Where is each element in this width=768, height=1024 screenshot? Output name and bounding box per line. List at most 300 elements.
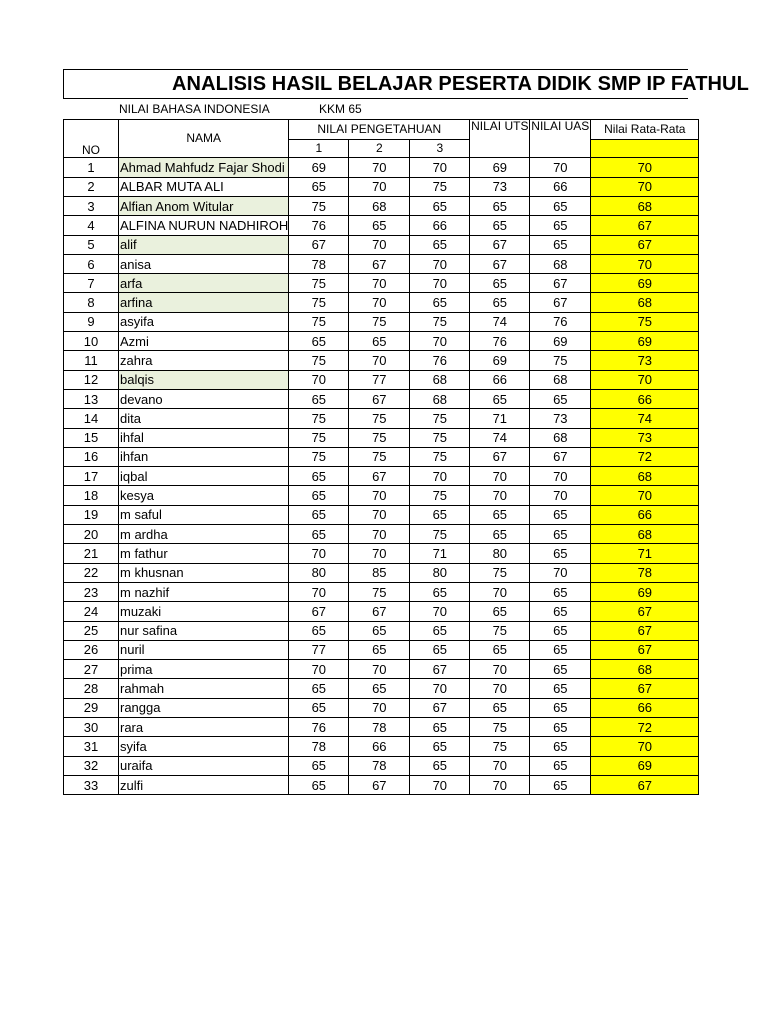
cell-p3[interactable]: 75 (410, 312, 470, 331)
cell-p2[interactable]: 67 (349, 467, 410, 486)
cell-p2[interactable]: 70 (349, 293, 410, 312)
cell-p1[interactable]: 65 (289, 486, 349, 505)
cell-no[interactable]: 20 (64, 525, 119, 544)
cell-nama[interactable]: ihfal (119, 428, 289, 447)
cell-p1[interactable]: 78 (289, 737, 349, 756)
cell-nama[interactable]: alif (119, 235, 289, 254)
cell-p1[interactable]: 75 (289, 428, 349, 447)
cell-no[interactable]: 18 (64, 486, 119, 505)
cell-avg[interactable]: 72 (591, 718, 699, 737)
cell-p3[interactable]: 70 (410, 254, 470, 273)
cell-no[interactable]: 23 (64, 582, 119, 601)
cell-nama[interactable]: dita (119, 409, 289, 428)
cell-p2[interactable]: 70 (349, 235, 410, 254)
cell-avg[interactable]: 66 (591, 505, 699, 524)
cell-uas[interactable]: 65 (530, 525, 591, 544)
cell-p2[interactable]: 67 (349, 775, 410, 794)
cell-no[interactable]: 29 (64, 698, 119, 717)
cell-p1[interactable]: 65 (289, 332, 349, 351)
cell-avg[interactable]: 78 (591, 563, 699, 582)
cell-no[interactable]: 2 (64, 177, 119, 196)
cell-p2[interactable]: 70 (349, 525, 410, 544)
table-row (64, 737, 699, 756)
cell-uas[interactable]: 76 (530, 312, 591, 331)
cell-no[interactable]: 6 (64, 254, 119, 273)
table-row (64, 679, 699, 698)
cell-p2[interactable]: 68 (349, 196, 410, 215)
cell-p3[interactable]: 75 (410, 447, 470, 466)
table-row (64, 293, 699, 312)
cell-no[interactable]: 22 (64, 563, 119, 582)
cell-p3[interactable]: 68 (410, 389, 470, 408)
cell-p2[interactable]: 78 (349, 756, 410, 775)
cell-avg[interactable]: 67 (591, 602, 699, 621)
cell-p1[interactable]: 75 (289, 293, 349, 312)
cell-avg[interactable]: 67 (591, 235, 699, 254)
cell-p1[interactable]: 75 (289, 274, 349, 293)
cell-uts[interactable]: 80 (470, 544, 530, 563)
cell-uas[interactable]: 67 (530, 293, 591, 312)
cell-nama[interactable]: rara (119, 718, 289, 737)
cell-p3[interactable]: 65 (410, 196, 470, 215)
table-row (64, 351, 699, 370)
cell-uts[interactable]: 70 (470, 679, 530, 698)
cell-p2[interactable]: 75 (349, 409, 410, 428)
cell-nama[interactable]: arfa (119, 274, 289, 293)
cell-no[interactable]: 30 (64, 718, 119, 737)
cell-uas[interactable]: 65 (530, 235, 591, 254)
grades-table-body (64, 120, 699, 795)
cell-uts[interactable]: 75 (470, 621, 530, 640)
cell-nama[interactable]: m ardha (119, 525, 289, 544)
cell-no[interactable]: 32 (64, 756, 119, 775)
cell-p2[interactable]: 75 (349, 428, 410, 447)
cell-no[interactable]: 11 (64, 351, 119, 370)
cell-p2[interactable]: 70 (349, 351, 410, 370)
cell-avg[interactable]: 67 (591, 775, 699, 794)
cell-avg[interactable]: 73 (591, 428, 699, 447)
cell-no[interactable]: 1 (64, 158, 119, 177)
cell-p3[interactable]: 65 (410, 235, 470, 254)
cell-avg[interactable]: 67 (591, 640, 699, 659)
cell-p1[interactable]: 65 (289, 389, 349, 408)
cell-no[interactable]: 19 (64, 505, 119, 524)
cell-p2[interactable]: 65 (349, 332, 410, 351)
cell-no[interactable]: 28 (64, 679, 119, 698)
cell-avg[interactable]: 70 (591, 254, 699, 273)
cell-nama[interactable]: ALBAR MUTA ALI (119, 177, 289, 196)
cell-nama[interactable]: iqbal (119, 467, 289, 486)
cell-uas[interactable]: 65 (530, 216, 591, 235)
cell-p3[interactable]: 65 (410, 640, 470, 659)
cell-p2[interactable]: 70 (349, 698, 410, 717)
cell-no[interactable]: 3 (64, 196, 119, 215)
cell-p3[interactable]: 67 (410, 698, 470, 717)
cell-p2[interactable]: 75 (349, 447, 410, 466)
cell-p1[interactable]: 65 (289, 525, 349, 544)
cell-no[interactable]: 5 (64, 235, 119, 254)
cell-p1[interactable]: 65 (289, 621, 349, 640)
subject-label: NILAI BAHASA INDONESIA (119, 102, 270, 116)
cell-nama[interactable]: devano (119, 389, 289, 408)
cell-avg[interactable]: 72 (591, 447, 699, 466)
cell-nama[interactable]: rahmah (119, 679, 289, 698)
cell-p3[interactable]: 71 (410, 544, 470, 563)
cell-p3[interactable]: 80 (410, 563, 470, 582)
cell-p3[interactable]: 76 (410, 351, 470, 370)
cell-p1[interactable]: 69 (289, 158, 349, 177)
cell-uas[interactable]: 65 (530, 544, 591, 563)
cell-p2[interactable]: 75 (349, 582, 410, 601)
cell-avg[interactable]: 70 (591, 370, 699, 389)
table-row (64, 602, 699, 621)
table-row (64, 409, 699, 428)
cell-nama[interactable]: anisa (119, 254, 289, 273)
cell-avg[interactable]: 67 (591, 621, 699, 640)
cell-p2[interactable]: 70 (349, 274, 410, 293)
cell-uas[interactable]: 73 (530, 409, 591, 428)
header-p1[interactable] (289, 140, 349, 158)
cell-uts[interactable]: 65 (470, 216, 530, 235)
cell-nama[interactable]: Alfian Anom Witular (119, 196, 289, 215)
header-uas[interactable] (530, 120, 591, 158)
cell-uas[interactable]: 65 (530, 602, 591, 621)
cell-uas[interactable]: 68 (530, 370, 591, 389)
cell-avg[interactable]: 70 (591, 158, 699, 177)
cell-avg[interactable]: 74 (591, 409, 699, 428)
cell-uas[interactable]: 67 (530, 447, 591, 466)
cell-p3[interactable]: 70 (410, 274, 470, 293)
cell-avg[interactable]: 75 (591, 312, 699, 331)
cell-uts[interactable]: 70 (470, 467, 530, 486)
cell-avg[interactable]: 71 (591, 544, 699, 563)
header-p2[interactable] (349, 140, 410, 158)
cell-no[interactable]: 26 (64, 640, 119, 659)
cell-uts[interactable]: 69 (470, 351, 530, 370)
cell-nama[interactable]: m khusnan (119, 563, 289, 582)
cell-p3[interactable]: 65 (410, 293, 470, 312)
cell-uas[interactable]: 66 (530, 177, 591, 196)
table-row (64, 756, 699, 775)
cell-p3[interactable]: 67 (410, 660, 470, 679)
cell-p3[interactable]: 70 (410, 775, 470, 794)
cell-p2[interactable]: 65 (349, 621, 410, 640)
cell-avg[interactable]: 68 (591, 660, 699, 679)
cell-no[interactable]: 21 (64, 544, 119, 563)
cell-nama[interactable]: uraifa (119, 756, 289, 775)
cell-nama[interactable]: m fathur (119, 544, 289, 563)
cell-p3[interactable]: 70 (410, 332, 470, 351)
cell-p3[interactable]: 75 (410, 409, 470, 428)
cell-uts[interactable]: 70 (470, 486, 530, 505)
kkm-label: KKM 65 (319, 102, 362, 116)
cell-uas[interactable]: 65 (530, 621, 591, 640)
cell-p3[interactable]: 65 (410, 621, 470, 640)
cell-uas[interactable]: 65 (530, 775, 591, 794)
cell-p1[interactable]: 75 (289, 196, 349, 215)
cell-uas[interactable]: 70 (530, 158, 591, 177)
cell-p1[interactable]: 75 (289, 351, 349, 370)
header-avg-label: Nilai Rata-Rata (604, 122, 686, 136)
cell-uas[interactable]: 65 (530, 698, 591, 717)
cell-avg[interactable]: 68 (591, 467, 699, 486)
cell-uas[interactable]: 67 (530, 274, 591, 293)
cell-p2[interactable]: 65 (349, 640, 410, 659)
cell-uts[interactable]: 67 (470, 447, 530, 466)
cell-avg[interactable]: 68 (591, 525, 699, 544)
header-uts[interactable] (470, 120, 530, 158)
cell-uts[interactable]: 65 (470, 293, 530, 312)
cell-uas[interactable]: 65 (530, 679, 591, 698)
cell-p2[interactable]: 66 (349, 737, 410, 756)
cell-uts[interactable]: 76 (470, 332, 530, 351)
cell-no[interactable]: 15 (64, 428, 119, 447)
table-row (64, 177, 699, 196)
cell-avg[interactable]: 68 (591, 293, 699, 312)
cell-nama[interactable]: ihfan (119, 447, 289, 466)
cell-no[interactable]: 12 (64, 370, 119, 389)
cell-p3[interactable]: 65 (410, 505, 470, 524)
table-row (64, 660, 699, 679)
cell-p1[interactable]: 75 (289, 447, 349, 466)
cell-avg[interactable]: 66 (591, 698, 699, 717)
cell-no[interactable]: 8 (64, 293, 119, 312)
cell-p3[interactable]: 70 (410, 602, 470, 621)
cell-avg[interactable]: 70 (591, 486, 699, 505)
cell-no[interactable]: 33 (64, 775, 119, 794)
cell-no[interactable]: 17 (64, 467, 119, 486)
cell-p1[interactable]: 78 (289, 254, 349, 273)
cell-p3[interactable]: 65 (410, 718, 470, 737)
cell-uas[interactable]: 65 (530, 640, 591, 659)
cell-nama[interactable]: Azmi (119, 332, 289, 351)
cell-avg[interactable]: 67 (591, 216, 699, 235)
cell-p2[interactable]: 70 (349, 486, 410, 505)
cell-p1[interactable]: 70 (289, 544, 349, 563)
table-row (64, 196, 699, 215)
cell-p3[interactable]: 68 (410, 370, 470, 389)
cell-uts[interactable]: 65 (470, 274, 530, 293)
cell-p1[interactable]: 70 (289, 582, 349, 601)
cell-uas[interactable]: 75 (530, 351, 591, 370)
cell-no[interactable]: 7 (64, 274, 119, 293)
cell-uts[interactable]: 65 (470, 505, 530, 524)
header-avg-blank[interactable] (591, 140, 699, 158)
header-uas-label: NILAI UAS (531, 119, 590, 133)
cell-nama[interactable]: balqis (119, 370, 289, 389)
cell-uts[interactable]: 67 (470, 235, 530, 254)
cell-no[interactable]: 4 (64, 216, 119, 235)
cell-nama[interactable]: rangga (119, 698, 289, 717)
cell-p1[interactable]: 67 (289, 602, 349, 621)
cell-p1[interactable]: 76 (289, 216, 349, 235)
cell-p2[interactable]: 67 (349, 254, 410, 273)
cell-no[interactable]: 14 (64, 409, 119, 428)
cell-p3[interactable]: 66 (410, 216, 470, 235)
table-row (64, 525, 699, 544)
cell-uas[interactable]: 70 (530, 563, 591, 582)
cell-uts[interactable]: 69 (470, 158, 530, 177)
cell-uts[interactable]: 74 (470, 428, 530, 447)
cell-nama[interactable]: nuril (119, 640, 289, 659)
cell-nama[interactable]: prima (119, 660, 289, 679)
cell-p2[interactable]: 70 (349, 544, 410, 563)
cell-uas[interactable]: 68 (530, 428, 591, 447)
cell-no[interactable]: 10 (64, 332, 119, 351)
cell-nama[interactable]: zulfi (119, 775, 289, 794)
cell-uas[interactable]: 65 (530, 756, 591, 775)
cell-p1[interactable]: 75 (289, 409, 349, 428)
cell-p1[interactable]: 76 (289, 718, 349, 737)
cell-uas[interactable]: 70 (530, 486, 591, 505)
cell-no[interactable]: 24 (64, 602, 119, 621)
cell-nama[interactable]: nur safina (119, 621, 289, 640)
cell-p2[interactable]: 67 (349, 389, 410, 408)
cell-p1[interactable]: 75 (289, 312, 349, 331)
cell-p3[interactable]: 75 (410, 525, 470, 544)
cell-avg[interactable]: 67 (591, 679, 699, 698)
cell-uts[interactable]: 70 (470, 660, 530, 679)
cell-avg[interactable]: 68 (591, 196, 699, 215)
cell-uts[interactable]: 65 (470, 525, 530, 544)
cell-p1[interactable]: 65 (289, 177, 349, 196)
cell-p1[interactable]: 70 (289, 660, 349, 679)
cell-p2[interactable]: 78 (349, 718, 410, 737)
cell-nama[interactable]: ALFINA NURUN NADHIROH (119, 216, 289, 235)
cell-nama[interactable]: asyifa (119, 312, 289, 331)
cell-p3[interactable]: 75 (410, 177, 470, 196)
cell-p3[interactable]: 70 (410, 467, 470, 486)
cell-p2[interactable]: 70 (349, 505, 410, 524)
cell-p2[interactable]: 70 (349, 177, 410, 196)
cell-uas[interactable]: 65 (530, 505, 591, 524)
cell-nama[interactable]: m saful (119, 505, 289, 524)
cell-avg[interactable]: 70 (591, 177, 699, 196)
cell-uts[interactable]: 67 (470, 254, 530, 273)
cell-nama[interactable]: muzaki (119, 602, 289, 621)
header-pengetahuan-label: NILAI PENGETAHUAN (317, 122, 442, 136)
cell-avg[interactable]: 69 (591, 332, 699, 351)
cell-p3[interactable]: 75 (410, 428, 470, 447)
cell-p2[interactable]: 77 (349, 370, 410, 389)
cell-uts[interactable]: 65 (470, 698, 530, 717)
cell-no[interactable]: 13 (64, 389, 119, 408)
cell-p3[interactable]: 70 (410, 158, 470, 177)
cell-no[interactable]: 27 (64, 660, 119, 679)
table-row (64, 370, 699, 389)
cell-uas[interactable]: 69 (530, 332, 591, 351)
cell-p2[interactable]: 70 (349, 158, 410, 177)
cell-uas[interactable]: 65 (530, 660, 591, 679)
header-avg[interactable] (591, 120, 699, 140)
cell-p2[interactable]: 65 (349, 679, 410, 698)
cell-avg[interactable]: 66 (591, 389, 699, 408)
cell-p1[interactable]: 65 (289, 775, 349, 794)
cell-uts[interactable]: 70 (470, 756, 530, 775)
cell-no[interactable]: 16 (64, 447, 119, 466)
cell-uts[interactable]: 70 (470, 582, 530, 601)
cell-avg[interactable]: 69 (591, 274, 699, 293)
cell-p1[interactable]: 77 (289, 640, 349, 659)
cell-uts[interactable]: 66 (470, 370, 530, 389)
cell-p1[interactable]: 65 (289, 679, 349, 698)
cell-uts[interactable]: 75 (470, 563, 530, 582)
cell-nama[interactable]: kesya (119, 486, 289, 505)
cell-p1[interactable]: 80 (289, 563, 349, 582)
cell-p3[interactable]: 65 (410, 582, 470, 601)
cell-p1[interactable]: 65 (289, 467, 349, 486)
cell-uts[interactable]: 65 (470, 196, 530, 215)
cell-p3[interactable]: 70 (410, 679, 470, 698)
cell-uts[interactable]: 73 (470, 177, 530, 196)
cell-avg[interactable]: 69 (591, 756, 699, 775)
cell-uts[interactable]: 75 (470, 737, 530, 756)
cell-p2[interactable]: 65 (349, 216, 410, 235)
cell-nama[interactable]: Ahmad Mahfudz Fajar Shodi (119, 158, 289, 177)
table-row (64, 718, 699, 737)
cell-no[interactable]: 9 (64, 312, 119, 331)
cell-nama[interactable]: zahra (119, 351, 289, 370)
cell-uas[interactable]: 65 (530, 389, 591, 408)
cell-nama[interactable]: arfina (119, 293, 289, 312)
cell-p2[interactable]: 75 (349, 312, 410, 331)
cell-no[interactable]: 25 (64, 621, 119, 640)
table-row (64, 467, 699, 486)
cell-uas[interactable]: 65 (530, 582, 591, 601)
grades-table (63, 119, 699, 795)
cell-avg[interactable]: 73 (591, 351, 699, 370)
cell-no[interactable]: 31 (64, 737, 119, 756)
cell-uts[interactable]: 74 (470, 312, 530, 331)
cell-uts[interactable]: 71 (470, 409, 530, 428)
cell-p1[interactable]: 70 (289, 370, 349, 389)
header-p3[interactable] (410, 140, 470, 158)
cell-p2[interactable]: 67 (349, 602, 410, 621)
cell-avg[interactable]: 69 (591, 582, 699, 601)
header-no[interactable] (64, 120, 119, 158)
cell-uts[interactable]: 70 (470, 775, 530, 794)
cell-p1[interactable]: 65 (289, 505, 349, 524)
cell-nama[interactable]: m nazhif (119, 582, 289, 601)
cell-nama[interactable]: syifa (119, 737, 289, 756)
title-banner (63, 69, 749, 99)
cell-uas[interactable]: 65 (530, 718, 591, 737)
cell-p2[interactable]: 85 (349, 563, 410, 582)
cell-uts[interactable]: 65 (470, 602, 530, 621)
cell-uts[interactable]: 65 (470, 389, 530, 408)
cell-uas[interactable]: 70 (530, 467, 591, 486)
table-row (64, 505, 699, 524)
cell-uas[interactable]: 65 (530, 196, 591, 215)
cell-p3[interactable]: 65 (410, 737, 470, 756)
header-pengetahuan[interactable] (289, 120, 470, 140)
cell-uas[interactable]: 65 (530, 737, 591, 756)
cell-uts[interactable]: 65 (470, 640, 530, 659)
table-row (64, 447, 699, 466)
table-row (64, 640, 699, 659)
table-row (64, 158, 699, 177)
cell-p1[interactable]: 67 (289, 235, 349, 254)
cell-p1[interactable]: 65 (289, 698, 349, 717)
cell-uas[interactable]: 68 (530, 254, 591, 273)
cell-p3[interactable]: 65 (410, 756, 470, 775)
cell-uts[interactable]: 75 (470, 718, 530, 737)
cell-p3[interactable]: 75 (410, 486, 470, 505)
header-nama[interactable] (119, 120, 289, 158)
cell-avg[interactable]: 70 (591, 737, 699, 756)
cell-p2[interactable]: 70 (349, 660, 410, 679)
cell-p1[interactable]: 65 (289, 756, 349, 775)
